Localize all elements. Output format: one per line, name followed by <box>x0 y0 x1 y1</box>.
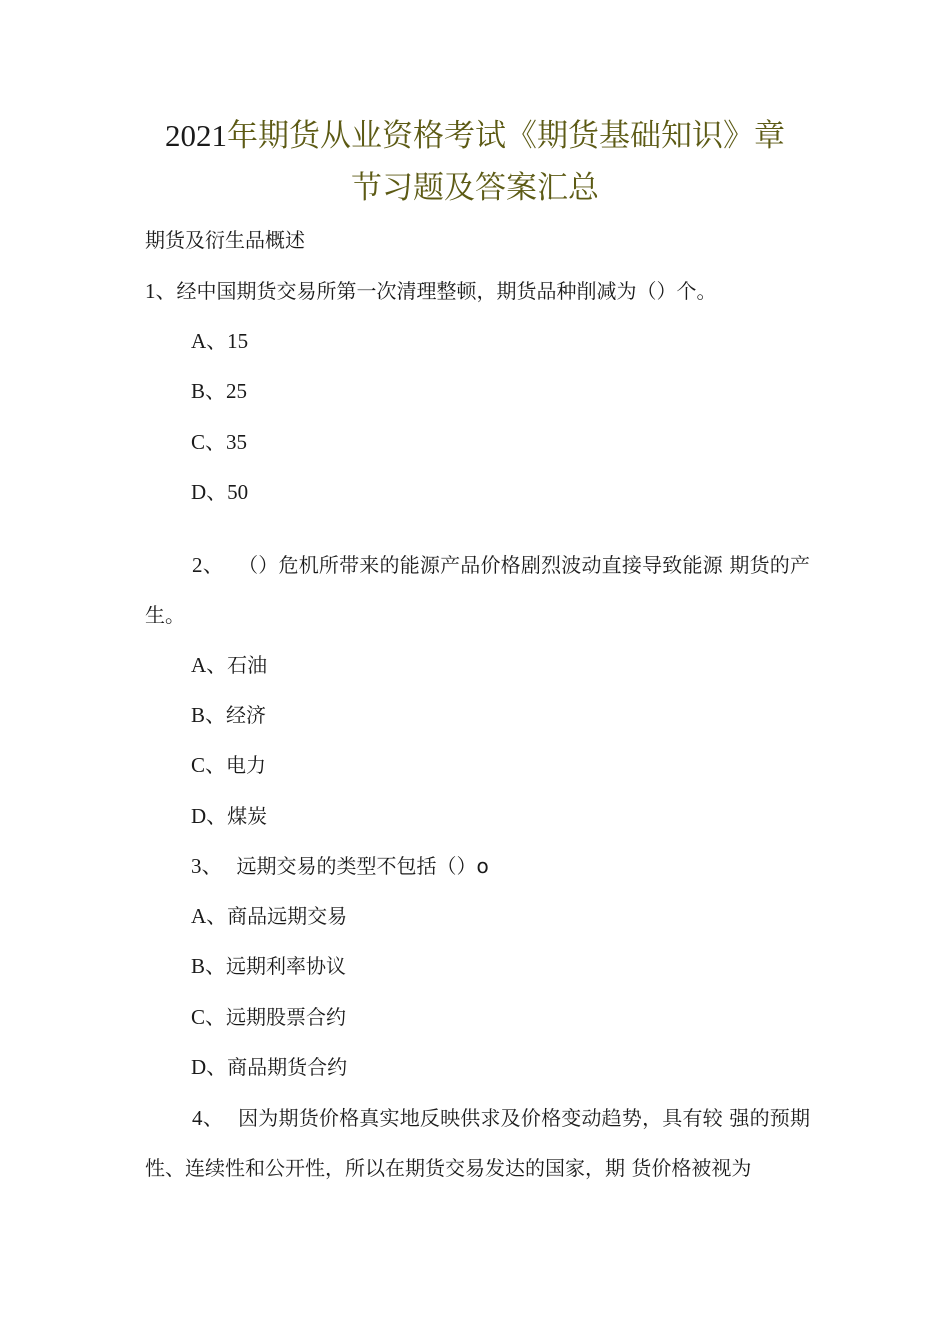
question-2-number: 2、 <box>192 553 224 577</box>
question-3-text: 远期交易的类型不包括（）o <box>236 854 489 878</box>
question-3-option-a <box>191 902 347 930</box>
option-letter: A、 <box>191 904 228 928</box>
question-3-option-c <box>191 1003 346 1031</box>
option-text: 远期利率协议 <box>226 954 347 978</box>
option-text: 电力 <box>226 753 267 777</box>
question-2 <box>145 540 810 640</box>
question-4-text: 因为期货价格真实地反映供求及价格变动趋势，具有较 强的预期性、连续性和公开性，所以在期货交易发达的国家，期 货价格被视为 <box>145 1106 811 1180</box>
question-3-option-d <box>191 1053 347 1081</box>
option-letter: C、 <box>191 1005 227 1029</box>
question-1-text: 经中国期货交易所第一次清理整顿，期货品种削减为（）个。 <box>176 279 717 303</box>
option-text: 远期股票合约 <box>226 1005 347 1029</box>
question-2-option-a <box>191 651 267 679</box>
document-title <box>140 110 810 162</box>
option-letter: C、 <box>191 753 227 777</box>
option-text: 25 <box>226 379 248 403</box>
option-letter: C、 <box>191 430 227 454</box>
option-text: 石油 <box>227 653 268 677</box>
option-text: 35 <box>226 430 248 454</box>
option-letter: D、 <box>191 1055 228 1079</box>
question-4-number: 4、 <box>192 1106 224 1130</box>
section-heading <box>145 226 305 254</box>
question-4 <box>145 1093 810 1193</box>
question-1 <box>145 277 717 305</box>
document-title-line2 <box>140 162 810 214</box>
option-text: 经济 <box>226 703 267 727</box>
question-1-number: 1、 <box>145 279 177 303</box>
question-3-number: 3、 <box>191 854 223 878</box>
option-letter: D、 <box>191 804 228 828</box>
option-letter: A、 <box>191 329 228 353</box>
question-2-text: （）危机所带来的能源产品价格剧烈波动直接导致能源 期货的产生。 <box>145 553 811 627</box>
question-2-option-c <box>191 751 266 779</box>
question-2-option-d <box>191 802 267 830</box>
option-text: 15 <box>227 329 249 353</box>
title-year: 2021 <box>165 118 227 153</box>
question-3 <box>191 852 489 880</box>
option-text: 商品期货合约 <box>227 1055 348 1079</box>
title-line2: 节习题及答案汇总 <box>351 170 599 206</box>
option-letter: D、 <box>191 480 228 504</box>
question-3-option-b <box>191 952 346 980</box>
option-text: 煤炭 <box>227 804 268 828</box>
question-1-option-a <box>191 327 248 355</box>
option-letter: B、 <box>191 703 227 727</box>
option-text: 50 <box>227 480 249 504</box>
question-1-option-d <box>191 478 248 506</box>
question-2-option-b <box>191 701 266 729</box>
option-letter: B、 <box>191 954 227 978</box>
option-letter: B、 <box>191 379 227 403</box>
section-heading-text: 期货及衍生品概述 <box>145 228 305 252</box>
option-text: 商品远期交易 <box>227 904 348 928</box>
question-1-option-b <box>191 377 247 405</box>
option-letter: A、 <box>191 653 228 677</box>
question-1-option-c <box>191 428 247 456</box>
title-line1: 年期货从业资格考试《期货基础知识》章 <box>227 118 785 154</box>
